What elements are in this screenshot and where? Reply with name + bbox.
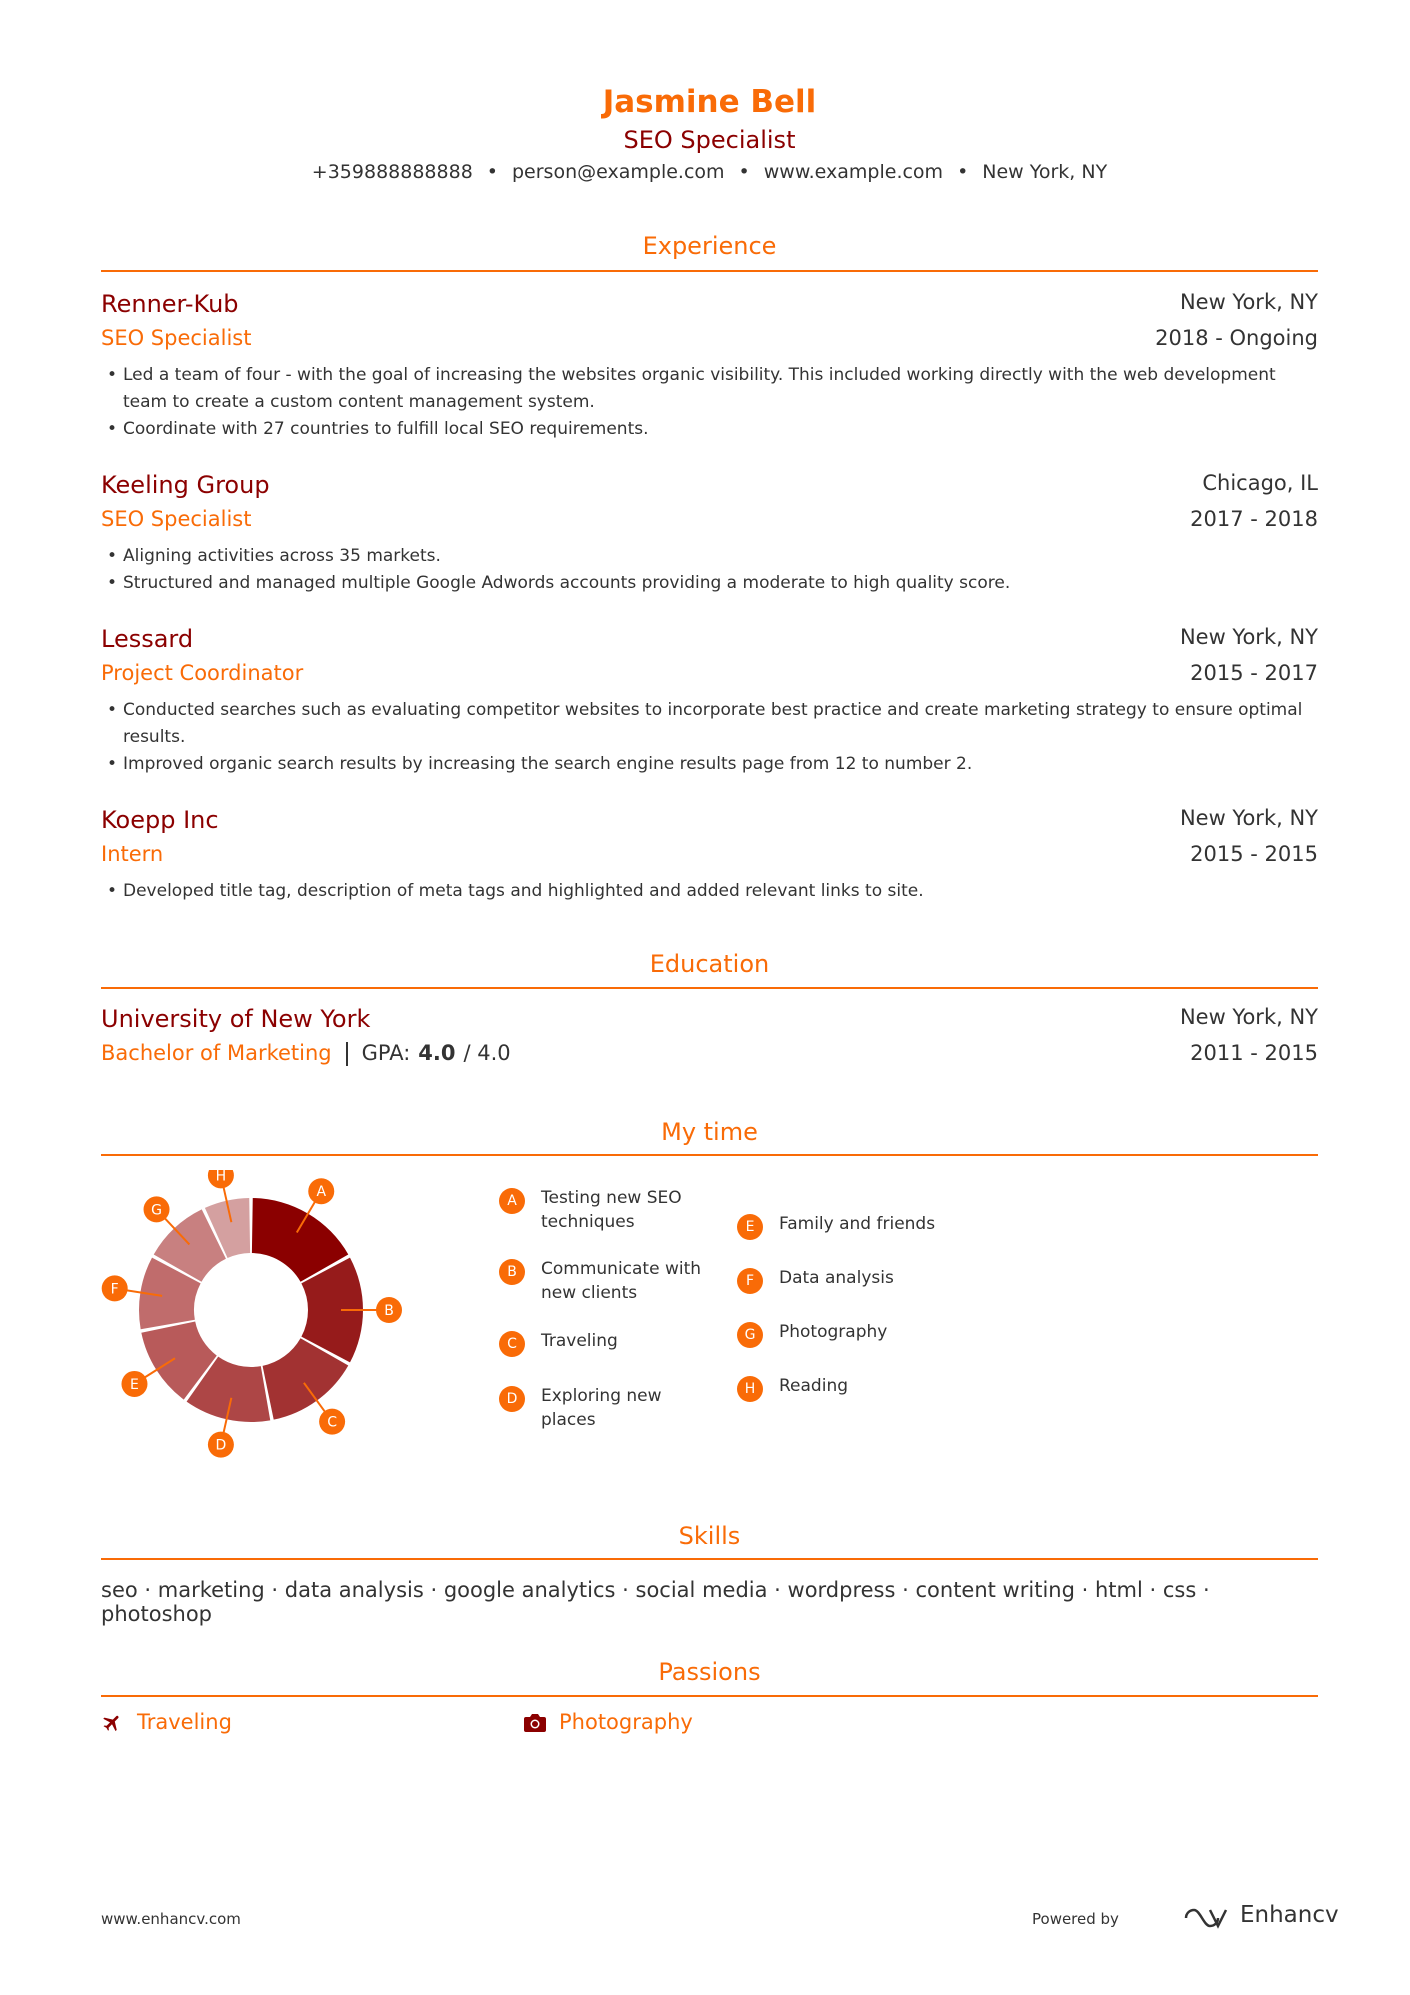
gpa-label: GPA: — [361, 1041, 411, 1065]
job-location: New York, NY — [1179, 806, 1318, 830]
section-title-education: Education — [649, 950, 770, 978]
bullet: • Aligning activities across 35 markets. — [101, 543, 1318, 570]
powered-by-label: Powered by — [1032, 1910, 1119, 1928]
donut-badge-label: B — [384, 1303, 394, 1319]
gpa-value: 4.0 — [418, 1041, 456, 1065]
school-name: University of New York — [101, 1005, 371, 1033]
legend-label: Testing new SEO techniques — [541, 1188, 682, 1232]
legend-badge: D — [499, 1386, 525, 1412]
section-divider — [101, 987, 1318, 989]
airplane-icon — [101, 1712, 123, 1734]
job-location: New York, NY — [1179, 290, 1318, 314]
legend-badge: B — [499, 1259, 525, 1285]
legend-badge: C — [499, 1331, 525, 1357]
job-dates: 2018 - Ongoing — [1155, 326, 1318, 350]
company-name: Keeling Group — [101, 471, 270, 499]
my-time-legend — [499, 1186, 999, 1446]
resume-page — [101, 0, 1318, 1995]
gpa-separator — [346, 1042, 348, 1066]
job-title: Project Coordinator — [101, 661, 304, 685]
donut-badge-label: D — [215, 1437, 227, 1454]
skill-item: data analysis — [284, 1578, 424, 1602]
bullet: • Coordinate with 27 countries to fulfill local SEO requirements. — [101, 416, 1318, 443]
legend-badge: H — [737, 1376, 763, 1402]
skill-separator: · — [615, 1578, 636, 1602]
skills-list — [101, 1578, 1318, 1626]
school-location: New York, NY — [1179, 1005, 1318, 1029]
skill-separator: · — [423, 1578, 444, 1602]
legend-label: Data analysis — [779, 1268, 894, 1288]
passion-label: Traveling — [137, 1710, 232, 1734]
job-dates: 2015 - 2015 — [1190, 842, 1318, 866]
donut-badge-label: A — [316, 1184, 327, 1201]
skill-separator: · — [1074, 1578, 1095, 1602]
skill-separator: · — [767, 1578, 788, 1602]
job-bullets — [101, 543, 1318, 597]
skill-item: marketing — [157, 1578, 265, 1602]
skill-separator: · — [264, 1578, 285, 1602]
company-name: Koepp Inc — [101, 806, 219, 834]
skill-item: wordpress — [787, 1578, 896, 1602]
website[interactable]: www.example.com — [763, 161, 944, 183]
job-dates: 2017 - 2018 — [1190, 507, 1318, 531]
footer-site-link[interactable]: www.enhancv.com — [101, 1910, 241, 1928]
skill-separator: · — [1196, 1578, 1210, 1602]
passion-label: Photography — [559, 1710, 693, 1734]
skill-separator: · — [895, 1578, 916, 1602]
job-title: SEO Specialist — [101, 507, 252, 531]
job-location: New York, NY — [1179, 625, 1318, 649]
legend-label: Communicate with new clients — [541, 1259, 702, 1303]
section-divider — [101, 270, 1318, 272]
donut-badge-label: E — [130, 1376, 139, 1393]
bullet: • Developed title tag, description of meta tags and highlighted and added relevant links to site. — [101, 878, 1318, 905]
skill-separator: · — [1142, 1578, 1163, 1602]
skill-item: photoshop — [101, 1602, 212, 1626]
legend-badge: A — [499, 1188, 525, 1214]
job-location: Chicago, IL — [1202, 471, 1318, 495]
job-title: SEO Specialist — [101, 326, 252, 350]
gpa-max: / 4.0 — [463, 1041, 511, 1065]
skill-item: google analytics — [443, 1578, 616, 1602]
company-name: Renner-Kub — [101, 290, 239, 318]
email[interactable]: person@example.com — [512, 161, 725, 183]
section-divider — [101, 1558, 1318, 1560]
skill-item: seo — [101, 1578, 138, 1602]
bullet: • Conducted searches such as evaluating competitor websites to incorporate best practice and create marketing strategy to ensure optimal results. — [101, 697, 1318, 751]
skill-item: html — [1094, 1578, 1143, 1602]
section-divider — [101, 1695, 1318, 1697]
phone[interactable]: +359888888888 — [311, 161, 473, 183]
job-bullets — [101, 362, 1318, 443]
location: New York, NY — [982, 161, 1108, 183]
donut-badge-label: C — [327, 1414, 338, 1431]
bullet: • Structured and managed multiple Google Adwords accounts providing a moderate to high quality score. — [101, 570, 1318, 597]
legend-label: Traveling — [541, 1331, 618, 1351]
legend-badge: F — [737, 1268, 763, 1294]
skill-item: social media — [635, 1578, 768, 1602]
candidate-title: SEO Specialist — [623, 126, 796, 154]
school-dates: 2011 - 2015 — [1190, 1041, 1318, 1065]
degree: Bachelor of Marketing — [101, 1041, 332, 1065]
legend-badge: G — [737, 1322, 763, 1348]
donut-badge-label: F — [110, 1281, 119, 1298]
job-bullets — [101, 878, 1318, 905]
job-dates: 2015 - 2017 — [1190, 661, 1318, 685]
bullet: • Led a team of four - with the goal of increasing the websites organic visibility. This included working directly with the web development team to create a custom content management system. — [101, 362, 1318, 416]
job-bullets — [101, 697, 1318, 778]
skill-separator: · — [137, 1578, 158, 1602]
legend-label: Reading — [779, 1376, 849, 1396]
candidate-name: Jasmine Bell — [602, 84, 817, 120]
legend-label: Family and friends — [779, 1214, 936, 1234]
contact-line: +359888888888 • person@example.com • www.example.com • New York, NY — [311, 161, 1108, 183]
footer-brand — [1032, 1902, 1339, 1934]
section-title-my-time: My time — [661, 1118, 758, 1146]
enhancv-logo-icon — [1182, 1906, 1230, 1930]
skill-item: content writing — [915, 1578, 1075, 1602]
legend-label: Exploring new places — [541, 1386, 662, 1430]
donut-badge-label: H — [215, 1170, 227, 1185]
section-title-skills: Skills — [678, 1522, 741, 1550]
company-name: Lessard — [101, 625, 194, 653]
my-time-donut-chart — [101, 1170, 421, 1470]
section-title-passions: Passions — [658, 1658, 761, 1686]
camera-icon — [523, 1712, 547, 1734]
bullet: • Improved organic search results by increasing the search engine results page from 12 to number 2. — [101, 751, 1318, 778]
job-title: Intern — [101, 842, 164, 866]
degree-line — [101, 1041, 511, 1066]
brand-name: Enhancv — [1240, 1902, 1339, 1928]
legend-badge: E — [737, 1214, 763, 1240]
donut-badge-label: G — [151, 1202, 162, 1219]
skill-item: css — [1162, 1578, 1197, 1602]
legend-label: Photography — [779, 1322, 888, 1342]
section-divider — [101, 1154, 1318, 1156]
section-title-experience: Experience — [642, 232, 777, 260]
